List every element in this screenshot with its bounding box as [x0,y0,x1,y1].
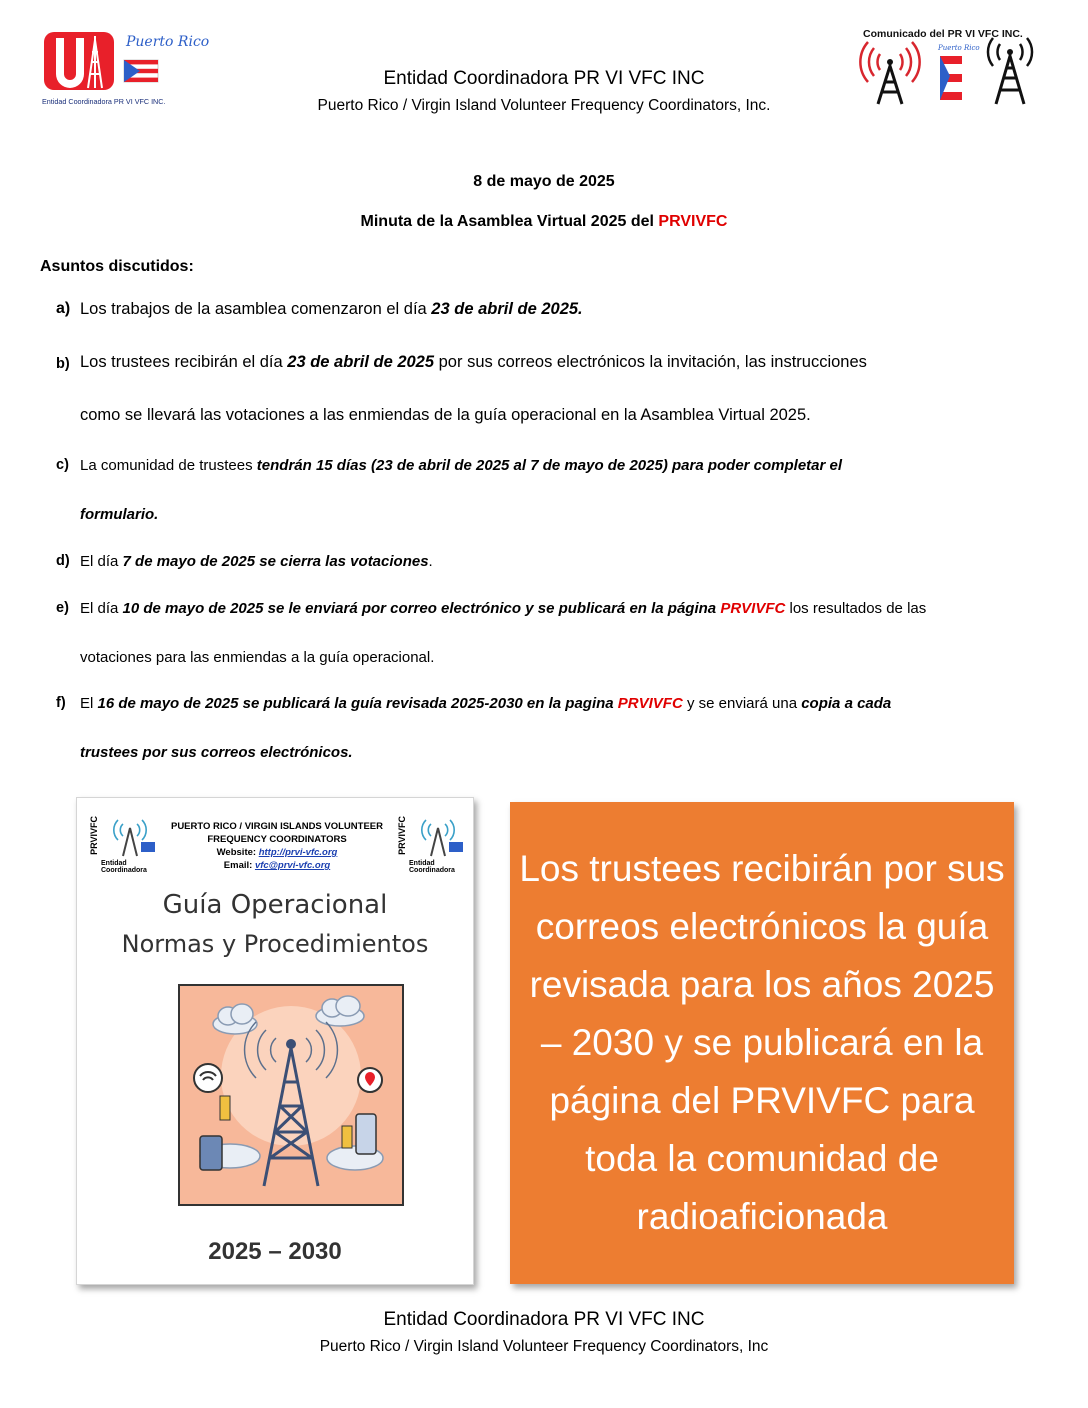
header-title: Entidad Coordinadora PR VI VFC INC [383,68,705,89]
location-pin-icon [358,1068,382,1092]
cover-org-block: PUERTO RICO / VIRGIN ISLANDS VOLUNTEER FREQUENCY COORDINATORS Website: http://prvi-vfc.org Email: vfc@prvi-vfc.org [170,821,383,871]
guide-cover-image [76,797,474,1285]
section-heading: Asuntos discutidos: [40,258,194,275]
cover-logo-left: PRVIVFC Entidad Coordinadora [87,810,157,870]
document-date: 8 de mayo de 2025 [473,173,615,190]
radio-tower-red-icon [860,42,919,104]
svg-text:Puerto Rico: Puerto Rico [938,44,980,52]
cover-subtitle: Normas y Procedimientos [121,930,429,958]
communique-caption: Comunicado del PR VI VFC INC. [863,28,1023,40]
puerto-rico-flag-icon [937,44,980,100]
document-title: Minuta de la Asamblea Virtual 2025 del PRVIVFC [360,213,728,230]
cover-tower-icon [103,814,157,858]
list-item-e-continuation: votaciones para las enmiendas a la guía operacional. [80,649,435,666]
cover-illustration [178,984,404,1206]
footer-subtitle: Puerto Rico / Virgin Island Volunteer Frequency Coordinators, Inc [319,1338,769,1355]
cover-years: 2025 – 2030 [208,1238,342,1265]
list-item-b-continuation: como se llevará las votaciones a las enmiendas de la guía operacional en la Asamblea Virtual 2025. [80,406,811,424]
callout-box [510,802,1014,1284]
radio-tower-black-icon [988,38,1032,104]
communique-logo [858,26,1048,112]
list-item-f-continuation: trustees por sus correos electrónicos. [80,744,353,761]
cover-tower-icon [411,814,465,858]
wifi-icon [194,1064,222,1092]
footer-title: Entidad Coordinadora PR VI VFC INC [383,1309,705,1330]
logo-caption: Entidad Coordinadora PR VI VFC INC. [42,97,166,106]
logo-text: Puerto Rico [126,34,210,50]
list-item-c-continuation: formulario. [80,506,159,523]
header-subtitle: Puerto Rico / Virgin Island Volunteer Frequency Coordinators, Inc. [317,97,771,114]
cover-title: Guía Operacional [162,890,388,920]
callout-text: Los trustees recibirán por sus correos electrónicos la guía revisada para los años 2025 – 2030 y se publicará en la página del PRVIVFC para toda la comunidad de radioaficionada [519,848,1005,1237]
cover-logo-right: PRVIVFC Entidad Coordinadora [395,810,465,870]
